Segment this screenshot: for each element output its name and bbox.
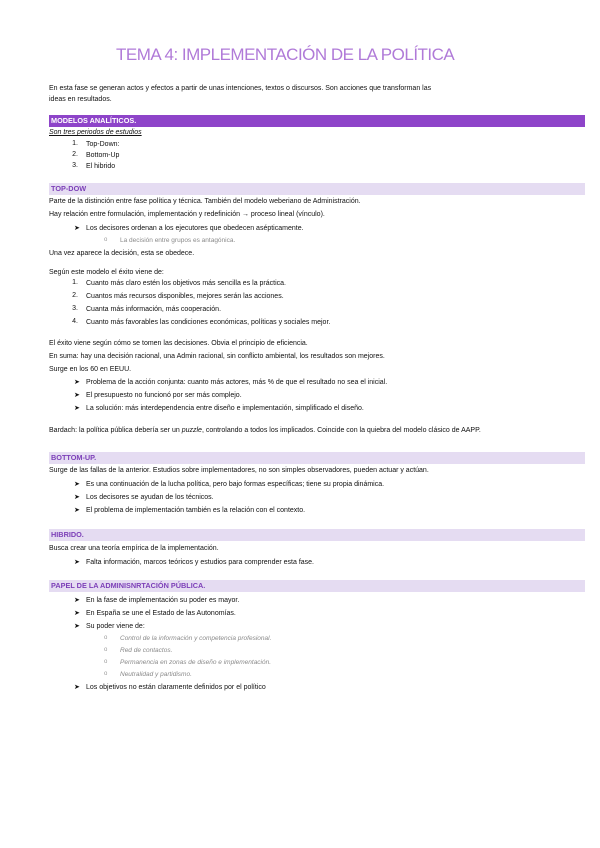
list-item: Top-Down: — [86, 141, 120, 148]
list-item: El hibrido — [86, 163, 116, 170]
sub-bullet-text: Permanencia en zonas de diseño e implementación. — [120, 659, 272, 666]
arrow-bullet-icon: ➤ — [74, 610, 80, 617]
arrow-bullet-icon: ➤ — [74, 559, 80, 566]
list-item: Cuanta más información, más cooperación. — [86, 306, 222, 313]
bullet-text: Los objetivos no están claramente definidos por el político — [86, 684, 266, 691]
arrow-bullet-icon: ➤ — [74, 225, 80, 232]
list-item: Cuanto más claro estén los objetivos más sencilla es la práctica. — [86, 280, 286, 287]
paragraph: Una vez aparece la decisión, esta se obedece. — [49, 250, 195, 257]
bullet-text: Problema de la acción conjunta: cuanto más actores, más % de que el resultado no sea el inicial. — [86, 379, 388, 386]
arrow-bullet-icon: ➤ — [74, 392, 80, 399]
bullet-text: En España se une el Estado de las Autonomías. — [86, 610, 236, 617]
paragraph: Parte de la distinción entre fase política y técnica. También del modelo weberiano de Administración. — [49, 198, 361, 205]
arrow-bullet-icon: ➤ — [74, 481, 80, 488]
section-heading-papel-administracion: PAPEL DE LA ADMINISNRTACIÓN PÚBLICA. — [49, 580, 585, 592]
circle-bullet-icon: o — [104, 647, 108, 653]
bullet-text: El presupuesto no funcionó por ser más complejo. — [86, 392, 242, 399]
paragraph: Hay relación entre formulación, implementación y redefinición → proceso lineal (vínculo). — [49, 211, 325, 218]
circle-bullet-icon: o — [104, 237, 108, 243]
list-number: 2. — [72, 151, 78, 158]
paragraph: El éxito viene según cómo se tomen las decisiones. Obvia el principio de eficiencia. — [49, 340, 308, 347]
list-number: 1. — [72, 279, 78, 286]
page-title: TEMA 4: IMPLEMENTACIÓN DE LA POLÍTICA — [116, 45, 455, 64]
list-item: Bottom-Up — [86, 152, 120, 159]
section-heading-hibrido: HIBRIDO. — [49, 529, 585, 541]
arrow-bullet-icon: ➤ — [74, 507, 80, 514]
circle-bullet-icon: o — [104, 635, 108, 641]
arrow-bullet-icon: ➤ — [74, 623, 80, 630]
modelos-subtitle: Son tres periodos de estudios — [49, 129, 142, 136]
list-number: 2. — [72, 292, 78, 299]
bullet-text: Es una continuación de la lucha política, pero bajo formas específicas; tiene su propia dinámica. — [86, 481, 385, 488]
section-heading-modelos: MODELOS ANALÍTICOS. — [49, 115, 585, 127]
paragraph: Surge de las fallas de la anterior. Estudios sobre implementadores, no son simples observadores, pueden actuar y actúan. — [49, 467, 429, 474]
list-number: 3. — [72, 162, 78, 169]
bullet-text: En la fase de implementación su poder es mayor. — [86, 597, 240, 604]
bullet-text: Falta información, marcos teóricos y estudios para comprender esta fase. — [86, 559, 314, 566]
list-item: Cuanto más favorables las condiciones económicas, políticas y sociales mejor. — [86, 319, 331, 326]
circle-bullet-icon: o — [104, 659, 108, 665]
paragraph: Busca crear una teoría empírica de la implementación. — [49, 545, 219, 552]
bullet-text: El problema de implementación también es la relación con el contexto. — [86, 507, 306, 514]
list-number: 3. — [72, 305, 78, 312]
bardach-paragraph — [49, 426, 481, 436]
intro-line-2: ideas en resultados. — [49, 96, 112, 103]
sub-bullet-text: Neutralidad y partidismo. — [120, 671, 192, 678]
paragraph: Según este modelo el éxito viene de: — [49, 269, 164, 276]
arrow-bullet-icon: ➤ — [74, 684, 80, 691]
list-number: 4. — [72, 318, 78, 325]
bardach-text-a: Bardach: la política pública debería ser un — [49, 427, 182, 434]
bullet-text: Los decisores se ayudan de los técnicos. — [86, 494, 214, 501]
bullet-text: La solución: más interdependencia entre diseño e implementación, simplificado el diseño. — [86, 405, 364, 412]
arrow-bullet-icon: ➤ — [74, 494, 80, 501]
bullet-text: Los decisores ordenan a los ejecutores que obedecen asépticamente. — [86, 225, 304, 232]
list-number: 1. — [72, 140, 78, 147]
arrow-bullet-icon: ➤ — [74, 405, 80, 412]
paragraph: En suma: hay una decisión racional, una Admin racional, sin conflicto ambiental, los resultados son mejores. — [49, 353, 385, 360]
bardach-puzzle: puzzle — [181, 427, 202, 434]
circle-bullet-icon: o — [104, 671, 108, 677]
bullet-text: Su poder viene de: — [86, 623, 145, 630]
arrow-bullet-icon: ➤ — [74, 597, 80, 604]
list-item: Cuantos más recursos disponibles, mejores serán las acciones. — [86, 293, 284, 300]
sub-bullet-text: La decisión entre grupos es antagónica. — [120, 237, 236, 244]
section-heading-top-dow: TOP-DOW — [49, 183, 585, 195]
arrow-bullet-icon: ➤ — [74, 379, 80, 386]
bardach-text-c: , controlando a todos los implicados. Coincide con la quiebra del modelo clásico de AAPP. — [201, 427, 481, 434]
sub-bullet-text: Control de la información y competencia profesional. — [120, 635, 272, 642]
intro-line-1: En esta fase se generan actos y efectos a partir de unas intenciones, textos o discursos. Son acciones que transforman las — [49, 85, 432, 92]
sub-bullet-text: Red de contactos. — [120, 647, 173, 654]
paragraph: Surge en los 60 en EEUU. — [49, 366, 132, 373]
section-heading-bottom-up: BOTTOM-UP. — [49, 452, 585, 464]
